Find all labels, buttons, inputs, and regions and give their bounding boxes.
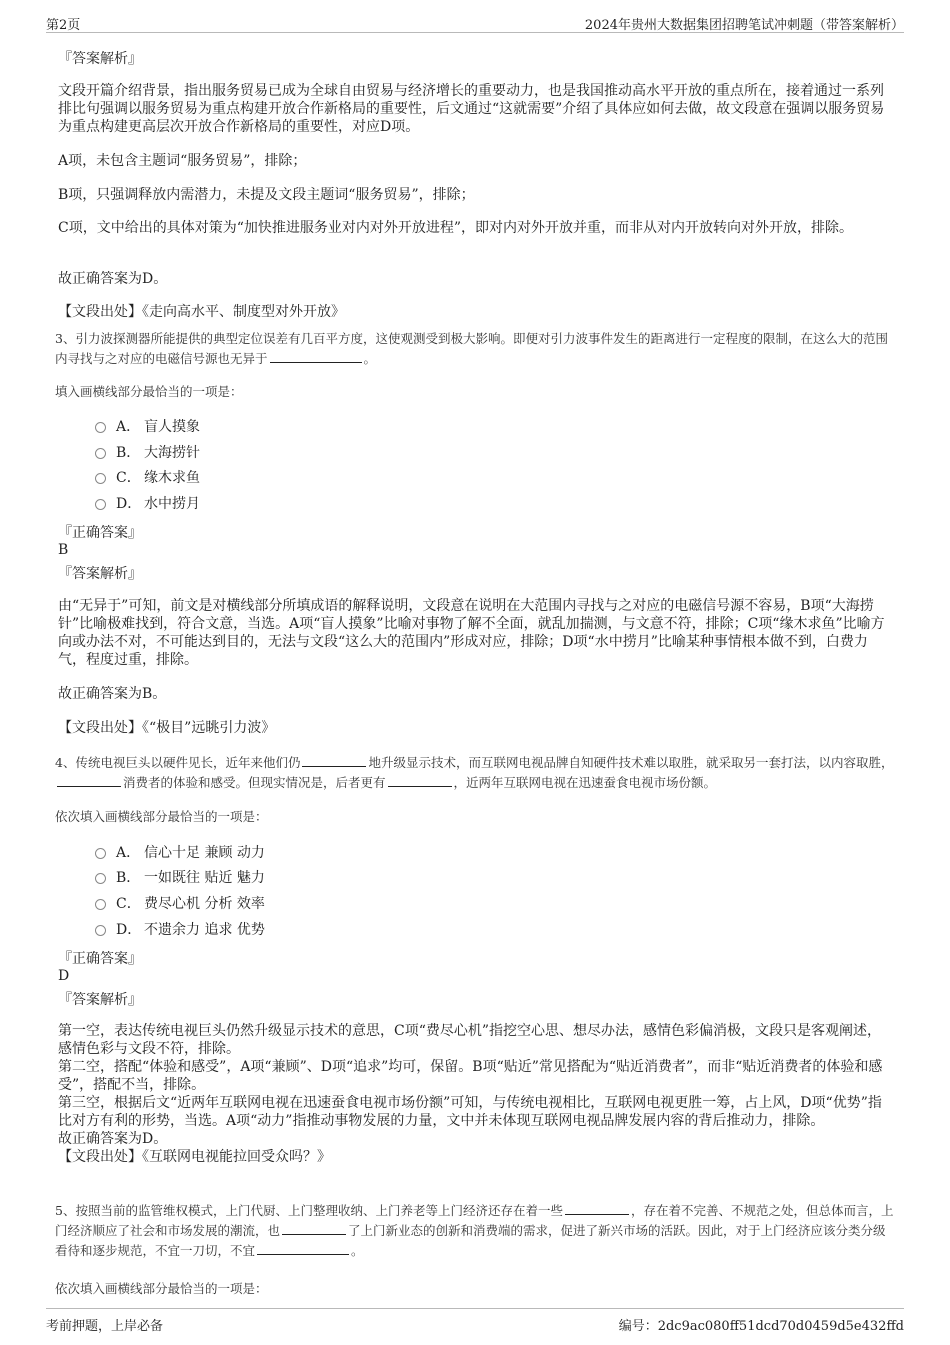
q2-analysis-text: 文段开篇介绍背景，指出服务贸易已成为全球自由贸易与经济增长的重要动力，也是我国推动高水平开放的重点所在，接着通过一系列排比句强调以服务贸易为重点构建开放合作新格局的重要性，后文通过“这就需要”介绍了具体应如何去做，故文段意在强调以服务贸易为重点构建更高层次开放合作新格局的重要性，对应D项。 — [58, 83, 885, 135]
page-number: 第2页 — [46, 18, 81, 33]
q4-option-a[interactable]: A． 信心十足 兼顾 动力 — [95, 842, 265, 862]
q2-conclusion: 故正确答案为D。 — [58, 271, 168, 287]
q3-correct-answer: B — [58, 542, 69, 558]
q4-option-b[interactable]: B． 一如既往 贴近 魅力 — [95, 867, 265, 887]
q3-stem-end: 。 — [363, 351, 377, 366]
radio-icon[interactable] — [95, 873, 106, 884]
q2-option-a-note: A项，未包含主题词“服务贸易”，排除； — [58, 153, 307, 169]
q5-blank-2 — [282, 1222, 346, 1235]
q3-blank — [270, 350, 362, 363]
q3-option-b[interactable]: B． 大海捞针 — [95, 442, 200, 462]
q4-analysis-heading: 『答案解析』 — [58, 992, 142, 1008]
radio-icon[interactable] — [95, 848, 106, 859]
q3-analysis-text: 由“无异于”可知，前文是对横线部分所填成语的解释说明，文段意在说明在大范围内寻找与之对应的电磁信号源不容易，B项“大海捞针”比喻极难找到，符合文意，当选。A项“盲人摸象”比喻对事物了解不全面，就乱加揣测，与文意不符，排除；C项“缘木求鱼”比喻方向或办法不对，不可能达到目的，无法与文段“这么大的范围内”形成对应，排除；D项“水中捞月”比喻某种事情根本做不到，白费力气，程度过重，排除。 — [58, 598, 885, 668]
q3-option-d[interactable]: D． 水中捞月 — [95, 493, 200, 513]
radio-icon[interactable] — [95, 899, 106, 910]
q5-blank-1 — [565, 1202, 629, 1215]
radio-icon[interactable] — [95, 925, 106, 936]
q4-analysis-third-blank: 第三空，根据后文“近两年互联网电视在迅速蚕食电视市场份额”可知，与传统电视相比，互联网电视更胜一筹，占上风，D项“优势”指比对方有利的形势，当选。A项“动力”指推动事物发展的力量，文中并未体现互联网电视品牌发展内容的背后推动力，排除。 — [58, 1095, 882, 1129]
q4-stem: 4、传统电视巨头以硬件见长，近年来他们仍 地升级显示技术，而互联网电视品牌自知硬件技术难以取胜，就采取另一套打法，以内容取胜，消费者的体验和感受。但现实情况是，后者更有 ，近两年互联网电视在迅速蚕食电视市场份额。 — [55, 755, 894, 790]
q4-option-c[interactable]: C． 费尽心机 分析 效率 — [95, 893, 265, 913]
q3-analysis-heading: 『答案解析』 — [58, 566, 142, 582]
q3-conclusion: 故正确答案为B。 — [58, 686, 167, 702]
q4-blank-2 — [57, 774, 121, 787]
q4-conclusion: 故正确答案为D。 — [58, 1131, 168, 1147]
document-code: 编号：2dc9ac080ff51dcd70d0459d5e432ffd — [618, 1319, 904, 1334]
document-title: 2024年贵州大数据集团招聘笔试冲刺题（带答案解析） — [584, 18, 904, 33]
q3-option-c[interactable]: C． 缘木求鱼 — [95, 467, 200, 487]
page-header — [46, 10, 904, 33]
q3-source: 【文段出处】《“极目”远眺引力波》 — [58, 720, 276, 736]
radio-icon[interactable] — [95, 473, 106, 484]
q4-analysis-first-blank: 第一空，表达传统电视巨头仍然升级显示技术的意思，C项“费尽心机”指挖空心思、想尽办法，感情色彩偏消极，文段只是客观阐述，感情色彩与文段不符，排除。 — [58, 1023, 882, 1057]
q5-prompt: 依次填入画横线部分最恰当的一项是： — [55, 1281, 268, 1296]
q4-option-d[interactable]: D． 不遗余力 追求 优势 — [95, 919, 265, 939]
q3-stem-text: 3、引力波探测器所能提供的典型定位误差有几百平方度，这使观测受到极大影响。即便对引力波事件发生的距离进行一定程度的限制，在这么大的范围内寻找与之对应的电磁信号源也无异于 — [55, 331, 888, 366]
radio-icon[interactable] — [95, 422, 106, 433]
q5-stem: 5、按照当前的监管维权模式，上门代厨、上门整理收纳、上门养老等上门经济还存在着一些 ，存在着不完善、不规范之处，但总体而言，上门经济顺应了社会和市场发展的潮流，也 了上门新业态的创新和消费端的需求，促进了新兴市场的活跃。因此，对于上门经济应该分类分级看待和逐步规范，不宜一刀切，不宜 。 — [55, 1203, 894, 1258]
q4-source: 【文段出处】《互联网电视能拉回受众吗？》 — [58, 1149, 331, 1165]
page-footer — [46, 1308, 904, 1337]
q3-prompt: 填入画横线部分最恰当的一项是： — [55, 384, 243, 399]
q3-stem — [55, 329, 895, 369]
q4-blank-1 — [302, 754, 366, 767]
radio-icon[interactable] — [95, 448, 106, 459]
q3-correct-heading: 『正确答案』 — [58, 525, 142, 541]
q5-blank-3 — [257, 1242, 349, 1255]
q2-analysis-heading: 『答案解析』 — [58, 51, 142, 67]
footer-slogan: 考前押题，上岸必备 — [46, 1319, 164, 1334]
q4-correct-heading: 『正确答案』 — [58, 951, 142, 967]
radio-icon[interactable] — [95, 499, 106, 510]
q2-option-b-note: B项，只强调释放内需潜力，未提及文段主题词“服务贸易”，排除； — [58, 187, 475, 203]
q2-source: 【文段出处】《走向高水平、制度型对外开放》 — [58, 304, 345, 320]
q4-blank-3 — [388, 774, 452, 787]
q4-prompt: 依次填入画横线部分最恰当的一项是： — [55, 809, 268, 824]
q4-analysis-body — [58, 1022, 894, 1166]
q3-option-a[interactable]: A． 盲人摸象 — [95, 416, 200, 436]
q2-option-c-note: C项，文中给出的具体对策为“加快推进服务业对内对外开放进程”，即对内对外开放并重，而非从对内开放转向对外开放，排除。 — [58, 220, 854, 236]
q4-analysis-second-blank: 第二空，搭配“体验和感受”，A项“兼顾”、D项“追求”均可，保留。B项“贴近”常见搭配为“贴近消费者”，而非“贴近消费者的体验和感受”，搭配不当，排除。 — [58, 1059, 883, 1093]
q4-correct-answer: D — [58, 968, 70, 984]
